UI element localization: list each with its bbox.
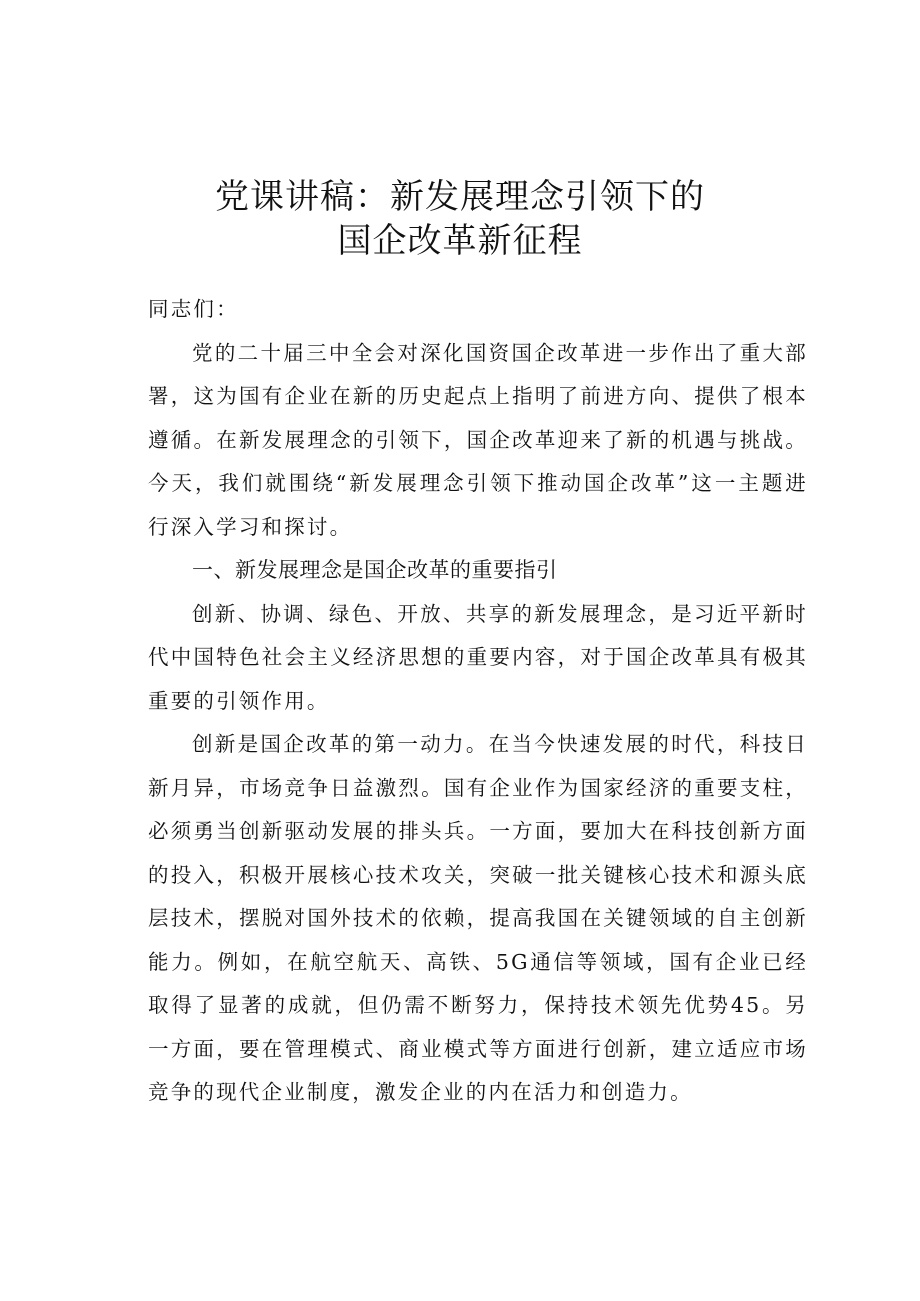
paragraph-intro: 党的二十届三中全会对深化国资国企改革进一步作出了重大部署，这为国有企业在新的历史起点上指明了前进方向、提供了根本遵循。在新发展理念的引领下，国企改革迎来了新的机遇与挑战。今天，我们就围绕“新发展理念引领下推动国企改革”这一主题进行深入学习和探讨。 (148, 340, 808, 539)
document-body (148, 288, 808, 1115)
section-heading-1: 一、新发展理念是国企改革的重要指引 (192, 558, 558, 582)
paragraph-new-development-concept: 创新、协调、绿色、开放、共享的新发展理念，是习近平新时代中国特色社会主义经济思想的重要内容，对于国企改革具有极其重要的引领作用。 (148, 601, 808, 713)
title-line-1: 党课讲稿：新发展理念引领下的 (215, 176, 705, 217)
document-title (0, 175, 920, 263)
paragraph-innovation: 创新是国企改革的第一动力。在当今快速发展的时代，科技日新月异，市场竞争日益激烈。国有企业作为国家经济的重要支柱，必须勇当创新驱动发展的排头兵。一方面，要加大在科技创新方面的投入，积极开展核心技术攻关，突破一批关键核心技术和源头底层技术，摆脱对国外技术的依赖，提高我国在关键领域的自主创新能力。例如，在航空航天、高铁、5G通信等领域，国有企业已经取得了显著的成就，但仍需不断努力，保持技术领先优势45。另一方面，要在管理模式、商业模式等方面进行创新，建立适应市场竞争的现代企业制度，激发企业的内在活力和创造力。 (148, 732, 808, 1104)
title-line-2: 国企改革新征程 (337, 220, 583, 261)
salutation: 同志们： (148, 297, 239, 321)
